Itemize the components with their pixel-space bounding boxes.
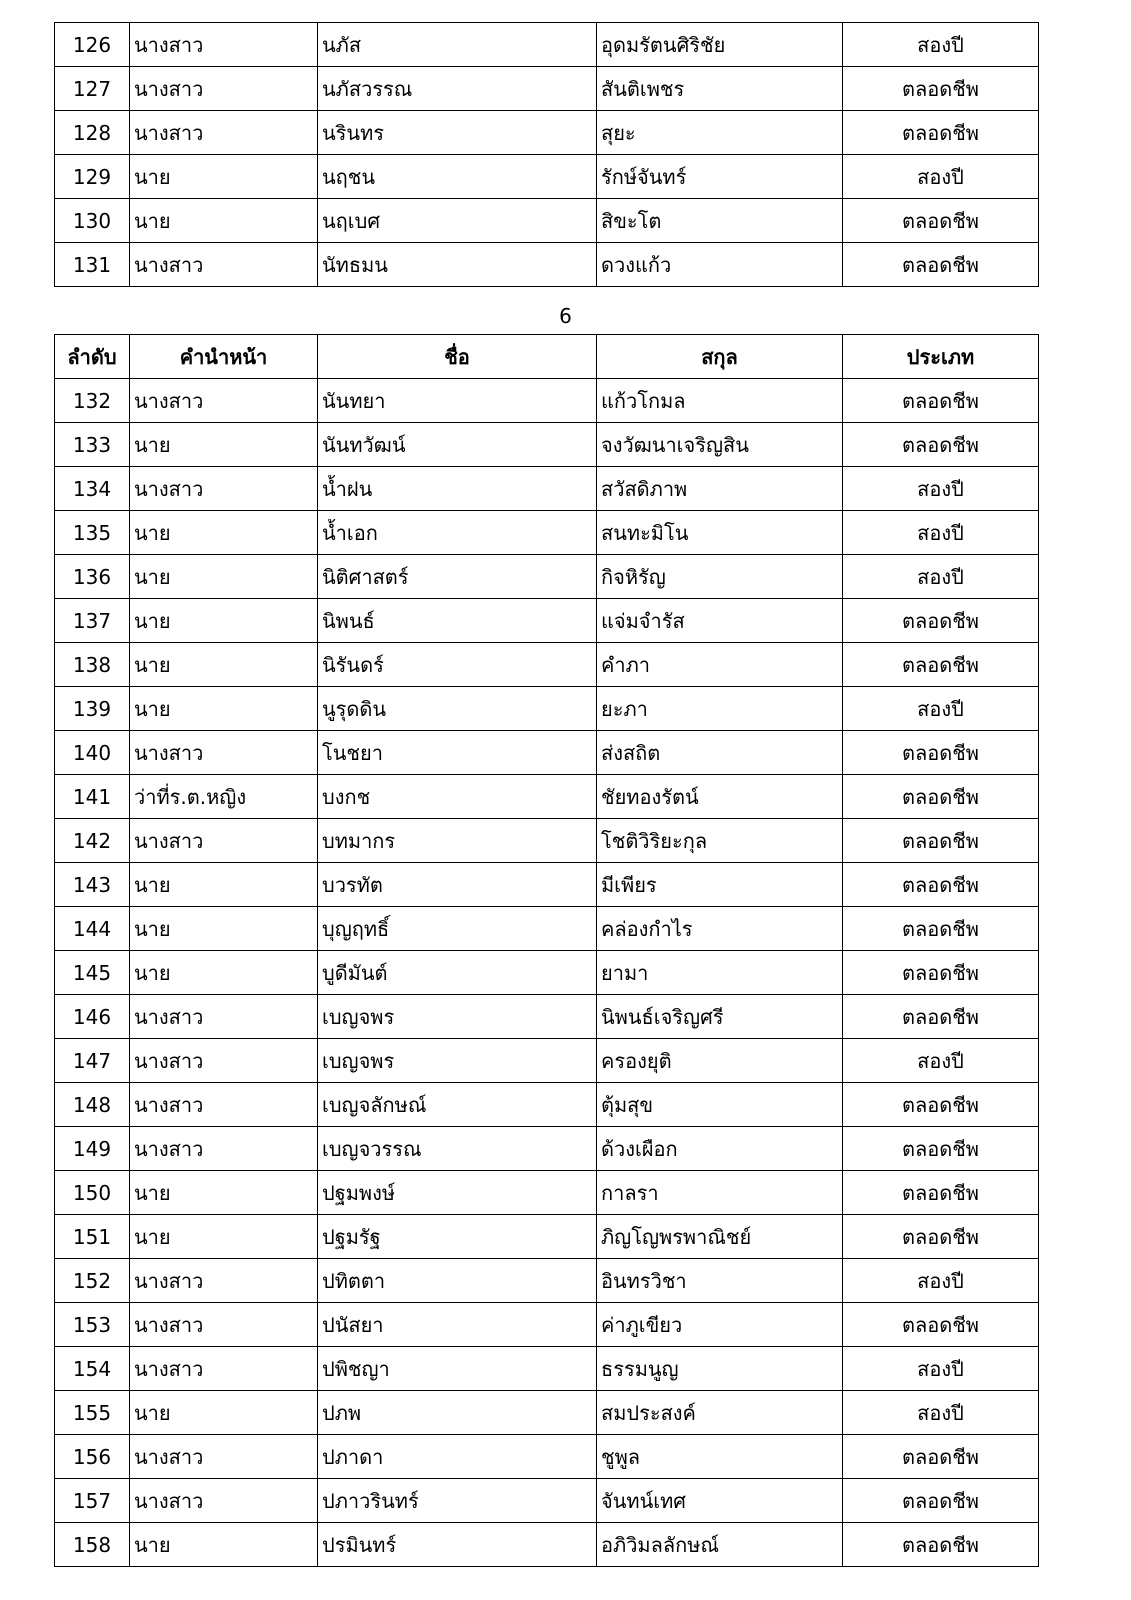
cell-number: 128	[55, 111, 130, 155]
cell-last-name: แจ่มจำรัส	[597, 599, 843, 643]
cell-type: ตลอดชีพ	[843, 951, 1039, 995]
cell-prefix: นางสาว	[130, 467, 318, 511]
cell-first-name: นัทธมน	[318, 243, 597, 287]
cell-prefix: นางสาว	[130, 23, 318, 67]
cell-number: 147	[55, 1039, 130, 1083]
table-row	[55, 67, 1039, 111]
cell-prefix: นาย	[130, 951, 318, 995]
cell-number: 133	[55, 423, 130, 467]
cell-prefix: นางสาว	[130, 1435, 318, 1479]
cell-type: ตลอดชีพ	[843, 819, 1039, 863]
cell-number: 132	[55, 379, 130, 423]
table-row	[55, 243, 1039, 287]
cell-first-name: ปฐมรัฐ	[318, 1215, 597, 1259]
cell-type: ตลอดชีพ	[843, 1523, 1039, 1567]
cell-number: 145	[55, 951, 130, 995]
cell-type: ตลอดชีพ	[843, 423, 1039, 467]
cell-first-name: นภัส	[318, 23, 597, 67]
table-row	[55, 863, 1039, 907]
cell-type: สองปี	[843, 511, 1039, 555]
cell-prefix: นาย	[130, 599, 318, 643]
table-row	[55, 1259, 1039, 1303]
cell-type: สองปี	[843, 467, 1039, 511]
cell-prefix: นางสาว	[130, 1347, 318, 1391]
cell-first-name: น้ำเอก	[318, 511, 597, 555]
table-row	[55, 1303, 1039, 1347]
cell-first-name: นิติศาสตร์	[318, 555, 597, 599]
cell-first-name: เบญจลักษณ์	[318, 1083, 597, 1127]
table-row	[55, 467, 1039, 511]
cell-type: สองปี	[843, 23, 1039, 67]
cell-prefix: นางสาว	[130, 243, 318, 287]
cell-number: 126	[55, 23, 130, 67]
cell-number: 156	[55, 1435, 130, 1479]
cell-last-name: โชติวิริยะกุล	[597, 819, 843, 863]
table-row	[55, 599, 1039, 643]
cell-type: ตลอดชีพ	[843, 731, 1039, 775]
cell-last-name: อุดมรัตนศิริชัย	[597, 23, 843, 67]
cell-prefix: นางสาว	[130, 67, 318, 111]
header-row	[55, 335, 1039, 379]
table-row	[55, 687, 1039, 731]
cell-number: 131	[55, 243, 130, 287]
cell-type: ตลอดชีพ	[843, 111, 1039, 155]
header-last-name: สกุล	[597, 335, 843, 379]
cell-first-name: นิรันดร์	[318, 643, 597, 687]
header-first-name: ชื่อ	[318, 335, 597, 379]
cell-last-name: มีเพียร	[597, 863, 843, 907]
cell-type: สองปี	[843, 1347, 1039, 1391]
cell-number: 146	[55, 995, 130, 1039]
cell-number: 149	[55, 1127, 130, 1171]
cell-first-name: โนชยา	[318, 731, 597, 775]
cell-type: สองปี	[843, 555, 1039, 599]
cell-type: สองปี	[843, 1039, 1039, 1083]
cell-number: 153	[55, 1303, 130, 1347]
table-row	[55, 423, 1039, 467]
table-header	[55, 335, 1039, 379]
cell-last-name: ยามา	[597, 951, 843, 995]
cell-first-name: ปภาดา	[318, 1435, 597, 1479]
cell-last-name: ภิญโญพรพาณิชย์	[597, 1215, 843, 1259]
table-row	[55, 1435, 1039, 1479]
cell-number: 139	[55, 687, 130, 731]
cell-first-name: นันทยา	[318, 379, 597, 423]
table-row	[55, 643, 1039, 687]
cell-type: ตลอดชีพ	[843, 775, 1039, 819]
cell-prefix: ว่าที่ร.ต.หญิง	[130, 775, 318, 819]
cell-number: 129	[55, 155, 130, 199]
cell-prefix: นางสาว	[130, 731, 318, 775]
cell-last-name: ครองยุติ	[597, 1039, 843, 1083]
table-row	[55, 907, 1039, 951]
cell-prefix: นาย	[130, 687, 318, 731]
table-row	[55, 731, 1039, 775]
cell-first-name: น้ำฝน	[318, 467, 597, 511]
cell-type: สองปี	[843, 155, 1039, 199]
cell-last-name: จันทน์เทศ	[597, 1479, 843, 1523]
cell-prefix: นางสาว	[130, 1479, 318, 1523]
cell-number: 143	[55, 863, 130, 907]
cell-type: ตลอดชีพ	[843, 863, 1039, 907]
cell-number: 130	[55, 199, 130, 243]
cell-prefix: นาย	[130, 907, 318, 951]
cell-prefix: นางสาว	[130, 379, 318, 423]
member-table	[54, 334, 1039, 1567]
cell-type: ตลอดชีพ	[843, 379, 1039, 423]
cell-number: 134	[55, 467, 130, 511]
cell-first-name: บงกช	[318, 775, 597, 819]
table-body	[55, 23, 1039, 287]
table-row	[55, 951, 1039, 995]
cell-type: สองปี	[843, 1259, 1039, 1303]
cell-first-name: บทมากร	[318, 819, 597, 863]
cell-last-name: สุยะ	[597, 111, 843, 155]
cell-first-name: ปนัสยา	[318, 1303, 597, 1347]
cell-number: 148	[55, 1083, 130, 1127]
cell-number: 144	[55, 907, 130, 951]
cell-prefix: นาย	[130, 555, 318, 599]
cell-last-name: คำภา	[597, 643, 843, 687]
cell-number: 127	[55, 67, 130, 111]
cell-type: ตลอดชีพ	[843, 1083, 1039, 1127]
cell-prefix: นาย	[130, 1523, 318, 1567]
table-row	[55, 155, 1039, 199]
cell-prefix: นางสาว	[130, 1303, 318, 1347]
table-row	[55, 1039, 1039, 1083]
cell-first-name: เบญจพร	[318, 995, 597, 1039]
cell-prefix: นางสาว	[130, 111, 318, 155]
cell-first-name: นภัสวรรณ	[318, 67, 597, 111]
cell-last-name: ค่าภูเขียว	[597, 1303, 843, 1347]
cell-last-name: ชูพูล	[597, 1435, 843, 1479]
cell-number: 155	[55, 1391, 130, 1435]
header-type: ประเภท	[843, 335, 1039, 379]
cell-last-name: ดวงแก้ว	[597, 243, 843, 287]
cell-type: ตลอดชีพ	[843, 907, 1039, 951]
cell-last-name: ชัยทองรัตน์	[597, 775, 843, 819]
cell-first-name: นฤเบศ	[318, 199, 597, 243]
cell-first-name: นฤชน	[318, 155, 597, 199]
cell-first-name: ปฐมพงษ์	[318, 1171, 597, 1215]
cell-first-name: นูรุดดิน	[318, 687, 597, 731]
header-no: ลำดับ	[55, 335, 130, 379]
table-row	[55, 819, 1039, 863]
cell-number: 141	[55, 775, 130, 819]
cell-prefix: นาย	[130, 511, 318, 555]
cell-first-name: บุญฤทธิ์	[318, 907, 597, 951]
cell-first-name: ปพิชญา	[318, 1347, 597, 1391]
cell-last-name: ธรรมนูญ	[597, 1347, 843, 1391]
header-prefix: คำนำหน้า	[130, 335, 318, 379]
cell-first-name: บูดีมันต์	[318, 951, 597, 995]
cell-type: ตลอดชีพ	[843, 1435, 1039, 1479]
table-row	[55, 1215, 1039, 1259]
cell-number: 152	[55, 1259, 130, 1303]
cell-prefix: นาย	[130, 643, 318, 687]
table-row	[55, 1127, 1039, 1171]
cell-last-name: สนทะมิโน	[597, 511, 843, 555]
cell-last-name: ตุ้มสุข	[597, 1083, 843, 1127]
cell-prefix: นางสาว	[130, 995, 318, 1039]
table-row	[55, 111, 1039, 155]
table-row	[55, 511, 1039, 555]
table-row	[55, 555, 1039, 599]
cell-number: 138	[55, 643, 130, 687]
page-number: 6	[559, 304, 572, 328]
cell-type: ตลอดชีพ	[843, 995, 1039, 1039]
table-row	[55, 1523, 1039, 1567]
cell-first-name: ปภาวรินทร์	[318, 1479, 597, 1523]
cell-first-name: นิพนธ์	[318, 599, 597, 643]
cell-number: 150	[55, 1171, 130, 1215]
cell-prefix: นาย	[130, 199, 318, 243]
cell-prefix: นาย	[130, 863, 318, 907]
cell-prefix: นาย	[130, 1391, 318, 1435]
cell-number: 135	[55, 511, 130, 555]
cell-first-name: ปภพ	[318, 1391, 597, 1435]
cell-last-name: รักษ์จันทร์	[597, 155, 843, 199]
cell-number: 154	[55, 1347, 130, 1391]
cell-prefix: นางสาว	[130, 1039, 318, 1083]
table-row	[55, 1391, 1039, 1435]
cell-number: 136	[55, 555, 130, 599]
cell-last-name: สันติเพชร	[597, 67, 843, 111]
cell-prefix: นางสาว	[130, 1083, 318, 1127]
cell-prefix: นาย	[130, 1215, 318, 1259]
cell-type: สองปี	[843, 1391, 1039, 1435]
cell-last-name: กาลรา	[597, 1171, 843, 1215]
member-table-continued	[54, 22, 1039, 287]
cell-first-name: เบญจพร	[318, 1039, 597, 1083]
cell-type: ตลอดชีพ	[843, 199, 1039, 243]
cell-type: ตลอดชีพ	[843, 1215, 1039, 1259]
cell-prefix: นาย	[130, 423, 318, 467]
table-row	[55, 199, 1039, 243]
cell-number: 137	[55, 599, 130, 643]
table-row	[55, 23, 1039, 67]
cell-last-name: จงวัฒนาเจริญสิน	[597, 423, 843, 467]
cell-type: ตลอดชีพ	[843, 643, 1039, 687]
cell-type: ตลอดชีพ	[843, 243, 1039, 287]
table-row	[55, 379, 1039, 423]
cell-first-name: ปทิตตา	[318, 1259, 597, 1303]
cell-type: ตลอดชีพ	[843, 1127, 1039, 1171]
cell-last-name: กิจหิรัญ	[597, 555, 843, 599]
cell-first-name: ปรมินทร์	[318, 1523, 597, 1567]
cell-number: 140	[55, 731, 130, 775]
table-row	[55, 995, 1039, 1039]
cell-prefix: นาย	[130, 155, 318, 199]
cell-last-name: สวัสดิภาพ	[597, 467, 843, 511]
cell-number: 151	[55, 1215, 130, 1259]
cell-number: 157	[55, 1479, 130, 1523]
cell-number: 142	[55, 819, 130, 863]
cell-last-name: ส่งสถิต	[597, 731, 843, 775]
cell-type: ตลอดชีพ	[843, 1171, 1039, 1215]
table-row	[55, 1083, 1039, 1127]
table-row	[55, 775, 1039, 819]
cell-first-name: นันทวัฒน์	[318, 423, 597, 467]
cell-last-name: ยะภา	[597, 687, 843, 731]
table-body	[55, 379, 1039, 1567]
cell-first-name: บวรทัต	[318, 863, 597, 907]
cell-number: 158	[55, 1523, 130, 1567]
cell-prefix: นาย	[130, 1171, 318, 1215]
cell-type: สองปี	[843, 687, 1039, 731]
table-row	[55, 1479, 1039, 1523]
cell-last-name: นิพนธ์เจริญศรี	[597, 995, 843, 1039]
cell-last-name: อภิวิมลลักษณ์	[597, 1523, 843, 1567]
table-row	[55, 1347, 1039, 1391]
cell-type: ตลอดชีพ	[843, 67, 1039, 111]
cell-last-name: สิขะโต	[597, 199, 843, 243]
cell-last-name: อินทรวิชา	[597, 1259, 843, 1303]
table-row	[55, 1171, 1039, 1215]
cell-last-name: สมประสงค์	[597, 1391, 843, 1435]
cell-type: ตลอดชีพ	[843, 1479, 1039, 1523]
cell-type: ตลอดชีพ	[843, 599, 1039, 643]
cell-prefix: นางสาว	[130, 819, 318, 863]
cell-prefix: นางสาว	[130, 1259, 318, 1303]
cell-first-name: นรินทร	[318, 111, 597, 155]
cell-last-name: ด้วงเผือก	[597, 1127, 843, 1171]
cell-prefix: นางสาว	[130, 1127, 318, 1171]
cell-last-name: คล่องกำไร	[597, 907, 843, 951]
cell-first-name: เบญจวรรณ	[318, 1127, 597, 1171]
cell-last-name: แก้วโกมล	[597, 379, 843, 423]
cell-type: ตลอดชีพ	[843, 1303, 1039, 1347]
